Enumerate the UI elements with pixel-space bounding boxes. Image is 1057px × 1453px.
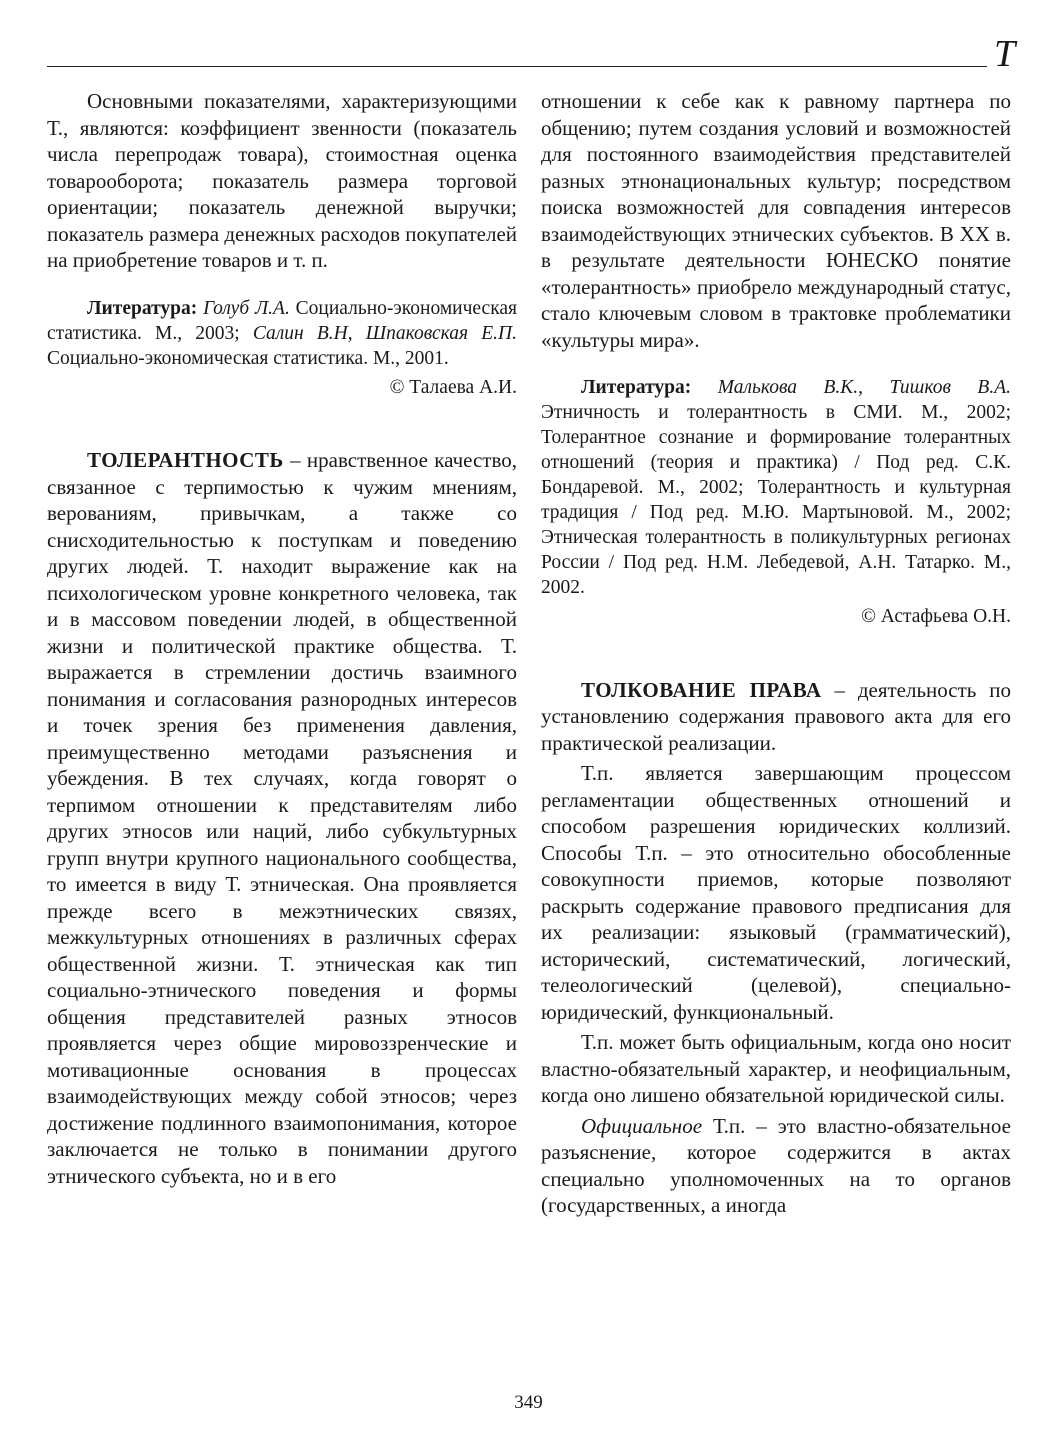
- paragraph-official: Т.п. может быть официальным, когда оно носит властно-обязательный характер, и неофициальным, когда оно лишено обязательной юридической силы.: [541, 1030, 1011, 1107]
- left-column: [47, 88, 517, 1189]
- author-2: Салин В.Н, Шпаковская Е.П.: [252, 322, 517, 344]
- literature-text-2: Социально-экономическая статистика. М., 2001.: [47, 347, 449, 369]
- section-letter: Т: [994, 33, 1016, 75]
- literature-block-2: [541, 375, 1011, 600]
- literature-label: Литература:: [581, 377, 692, 398]
- paragraph-official-definition: [541, 1113, 1011, 1219]
- entry-text: – деятельность по установлению содержания правового акта для его практической реализации.: [541, 677, 1011, 755]
- entry-tolkovanie-prava: [541, 677, 1011, 757]
- entry-text: – нравственное качество, связанное с терпимостью к чужим мнениям, верованиям, привычкам, а также со снисходительностью к поступкам и поведению других людей. Т. находит выражение как на психологическом уровне конкретного человека, так и в массовом поведении людей, в общественной жизни и политической практике общества. Т. выражается в стремлении достичь взаимного понимания и согласования разнородных интересов и точек зрения без применения давления, преимущественно методами разъяснения и убеждения. В тех случаях, когда говорят о терпимом отношении к представителям либо других этносов или наций, либо субкультурных групп внутри крупного национального сообщества, то имеется в виду Т. этническая. Она проявляется прежде всего в межэтнических связях, межкультурных отношениях в различных сферах общественной жизни. Т. этническая как тип социально-этнического поведения и формы общения представителей разных этносов проявляется через общие мировоззренческие и мотивационные основания в процессах взаимодействующих между собой этносов; через достижение подлинного взаимопонимания, которое заключается не только в понимании другого этнического субъекта, но и в его: [47, 448, 517, 1188]
- copyright-talaeva: © Талаева А.И.: [389, 376, 517, 398]
- literature-text-1: Социально-экономическая статистика. М., 2003;: [47, 297, 518, 344]
- literature-block-1: [47, 296, 517, 371]
- page-number: 349: [514, 1392, 543, 1413]
- literature-text: Этничность и толерантность в СМИ. М., 2002; Толерантное сознание и формирование толерантных отношений (теория и практика) / Под ред. С.К. Бондаревой. М., 2002; Толерантность и культурная традиция / Под ред. М.Ю. Мартыновой. М., 2002; Этническая толерантность в поликультурных регионах России / Под ред. Н.М. Лебедевой, А.Н. Татарко. М., 2002.: [541, 402, 1011, 598]
- italic-term: Официальное: [581, 1113, 703, 1138]
- header-rule: [47, 66, 987, 67]
- continuation-paragraph: отношении к себе как к равному партнера по общению; путем создания условий и возможностей для постоянного взаимодействия представителей разных этнонациональных культур; посредством поиска возможностей для совпадения интересов взаимодействующих этнических субъектов. В XX в. в результате деятельности ЮНЕСКО понятие «толерантность» приобрело международный статус, стало ключевым словом в трактовке проблематики «культуры мира».: [541, 89, 1011, 352]
- literature-label: Литература:: [87, 297, 198, 319]
- authors: Малькова В.К., Тишков В.А.: [717, 377, 1011, 398]
- right-column: [541, 88, 1011, 1219]
- paragraph-methods: Т.п. является завершающим процессом регламентации общественных отношений и способом разрешения юридических коллизий. Способы Т.п. – это относительно обособленные совокупности приемов, которые позволяют раскрыть содержание правового предписания для их реализации: языковый (грамматический), исторический, систематический, логический, телеологический (целевой), специально-юридический, функциональный.: [541, 761, 1011, 1024]
- copyright-astafieva: © Астафьева О.Н.: [861, 606, 1011, 627]
- author-1: Голуб Л.А.: [203, 297, 290, 319]
- entry-term: ТОЛЕРАНТНОСТЬ: [87, 448, 284, 472]
- entry-term: ТОЛКОВАНИЕ ПРАВА: [581, 677, 822, 702]
- intro-paragraph: Основными показателями, характеризующими Т., являются: коэффициент звенности (показатель числа перепродаж товара), стоимостная оценка товарооборота; показатель размера торговой ориентации; показатель денежной выручки; показатель размера денежных расходов покупателей на приобретение товаров и т. п.: [47, 89, 517, 272]
- entry-tolerantnost: [47, 447, 517, 1189]
- paragraph-text: Т.п. – это властно-обязательное разъяснение, которое содержится в актах специально уполномоченных на то органов (государственных, а иногда: [541, 1113, 1011, 1217]
